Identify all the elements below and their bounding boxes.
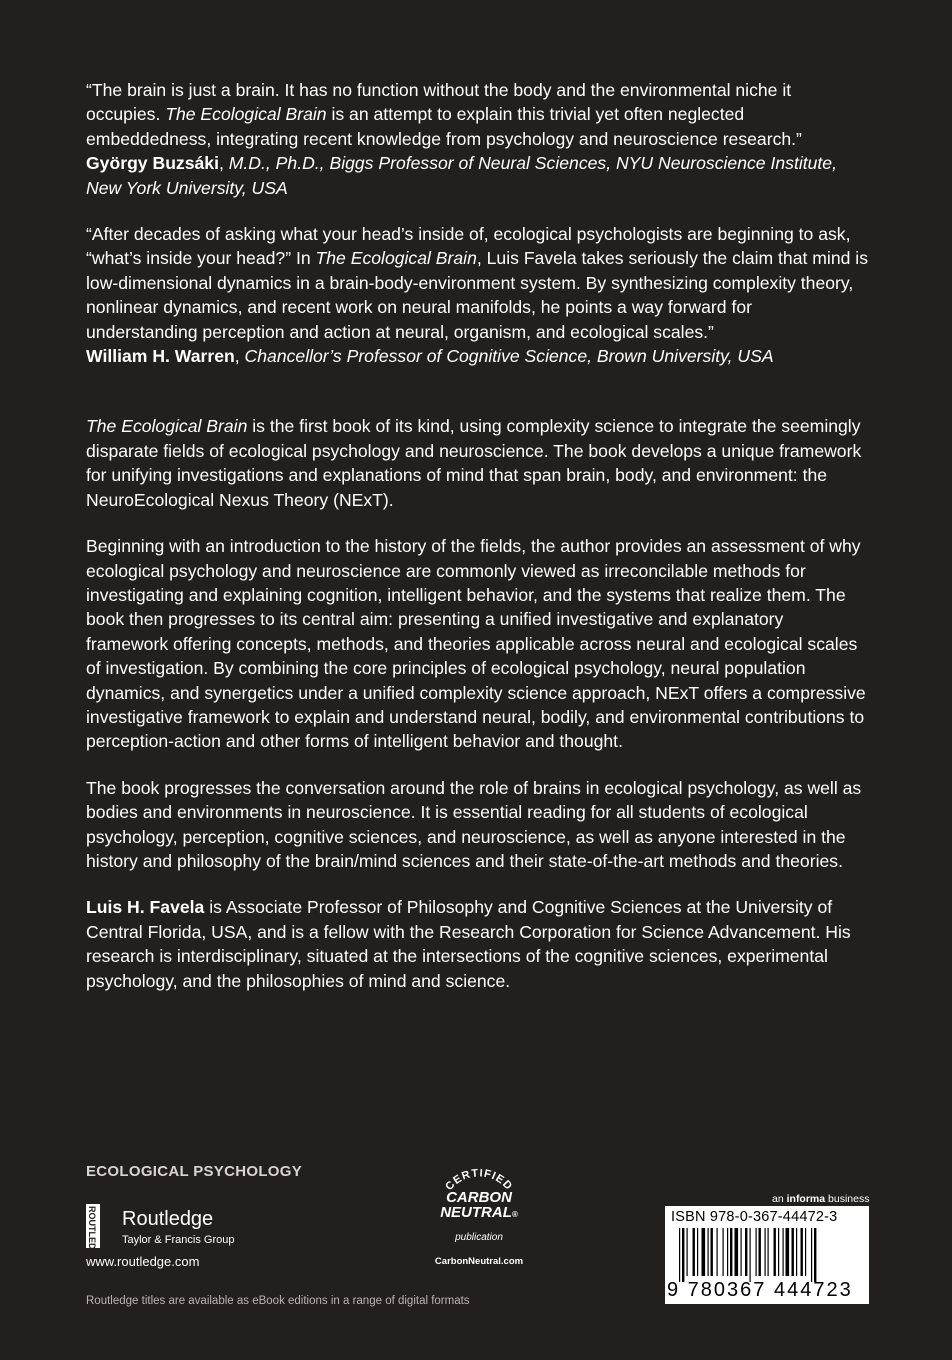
barcode-bar: [745, 1228, 747, 1276]
barcode-bar: [708, 1228, 709, 1276]
informa-business: an informa business: [772, 1193, 870, 1205]
barcode-bar: [756, 1228, 757, 1276]
barcode-bar: [774, 1228, 776, 1276]
author-bio: Luis H. Favela is Associate Professor of Philosophy and Cognitive Sciences at the University of Central Florida, USA, and is a fellow with the Research Corporation for Science Advancement. His research is interdisciplinary, situated at the intersections of the cognitive sciences, experimental psychology, and the philosophies of mind and science.: [86, 897, 851, 991]
publisher-url[interactable]: www.routledge.com: [86, 1254, 200, 1269]
routledge-mark-icon: ROUTLEDGE: [86, 1204, 100, 1248]
publisher-name: Routledge: [122, 1208, 214, 1230]
barcode-bar: [750, 1228, 751, 1282]
barcode-bar: [693, 1228, 695, 1276]
carbon-name: CARBON NEUTRAL®: [440, 1189, 518, 1221]
barcode-bar: [741, 1228, 742, 1276]
barcode-bar: [783, 1228, 784, 1276]
barcode-bar: [730, 1228, 732, 1276]
barcode-bar: [786, 1228, 790, 1276]
series-name: ECOLOGICAL PSYCHOLOGY: [86, 1163, 303, 1180]
barcode-bar: [682, 1228, 684, 1282]
carbon-publication: publication: [455, 1232, 503, 1243]
carbon-certified-text: CERTIFIED: [443, 1167, 515, 1193]
barcode-bar: [702, 1228, 706, 1276]
barcode-bar: [814, 1228, 816, 1282]
barcode-icon: [679, 1228, 859, 1284]
quote-author: György Buzsáki: [86, 153, 219, 174]
quote-author: William H. Warren: [86, 346, 235, 367]
barcode-bar: [711, 1228, 713, 1276]
barcode-bar: [727, 1228, 728, 1276]
description-paragraph-3: The book progresses the conversation around the role of brains in ecological psychology, as well as bodies and environments in neuroscience. It is essential reading for all students of ecological psychology, perception, cognitive sciences, and neuroscience, as well as anyone interested in the history and philosophy of the brain/mind sciences and their state-of-the-art methods and theories.: [86, 777, 862, 871]
barcode-bar: [759, 1228, 761, 1276]
barcode-bar: [792, 1228, 794, 1276]
barcode-bar: [811, 1228, 812, 1282]
barcode-bar: [697, 1228, 698, 1276]
carbon-neutral-badge: [424, 1160, 534, 1270]
carbon-url: CarbonNeutral.com: [434, 1256, 524, 1267]
barcode-bar: [723, 1228, 724, 1276]
isbn-barcode-box: [665, 1206, 869, 1304]
description-paragraph-2: Beginning with an introduction to the history of the fields, the author provides an assessment of why ecological psychology and neuroscience are commonly viewed as irreconcilable methods for investigating and explaining cognition, intelligent behavior, and the systems that realize them. The book then progresses to its central aim: presenting a unified investigative and explanatory framework offering concepts, methods, and theories applicable across neural and ecological scales of investigation. By combining the core principles of ecological psychology, neural population dynamics, and synergetics under a unified complexity science approach, NExT offers a compressive investigative framework to explain and understand neural, bodily, and environmental contributions to perception-action and other forms of intelligent behavior and thought.: [86, 536, 866, 752]
quote-affiliation: M.D., Ph.D., Biggs Professor of Neural Sciences, NYU Neuroscience Institute, New York University, USA: [86, 153, 837, 198]
description-paragraph-1: The Ecological Brain is the first book of its kind, using complexity science to integrate the seemingly disparate fields of ecological psychology and neuroscience. The book develops a unique framework for unifying investigations and explanations of mind that span brain, body, and environment: the NeuroEcological Nexus Theory (NExT).: [86, 416, 862, 510]
barcode-bar: [687, 1228, 688, 1276]
barcode-bar: [735, 1228, 739, 1276]
publisher-group: Taylor & Francis Group: [122, 1234, 235, 1246]
isbn-text: ISBN 978-0-367-44472-3: [671, 1209, 838, 1225]
barcode-bar: [765, 1228, 766, 1276]
barcode-bar: [679, 1228, 680, 1282]
back-cover-text: [86, 78, 868, 993]
quote-affiliation: Chancellor’s Professor of Cognitive Science, Brown University, USA: [244, 346, 774, 367]
quote-warren: “After decades of asking what your head’s inside of, ecological psychologists are beginning to ask, “what’s inside your head?” In The Ecological Brain, Luis Favela takes seriously the claim that mind is low-dimensional dynamics in a brain-body-environment system. By synthesizing complexity theory, nonlinear dynamics, and recent work on neural manifolds, he points a way forward for understanding perception and action at neural, organism, and ecological scales.” William H. Warren, Chancellor’s Professor of Cognitive Science, Brown University, USA: [86, 224, 869, 367]
barcode-number: 9 780367 444723: [667, 1279, 853, 1301]
barcode-bar: [801, 1228, 803, 1276]
ebook-note: Routledge titles are available as eBook editions in a range of digital formats: [86, 1295, 470, 1307]
barcode-bar: [805, 1228, 806, 1276]
barcode-bar: [778, 1228, 779, 1276]
barcode-bar: [717, 1228, 718, 1276]
barcode-bar: [796, 1228, 797, 1276]
quote-buzsaki: “The brain is just a brain. It has no function without the body and the environmental niche it occupies. The Ecological Brain is an attempt to explain this trivial yet often neglected embeddedness, integrating recent knowledge from psychology and neuroscience research.” György Buzsáki, M.D., Ph.D., Biggs Professor of Neural Sciences, NYU Neuroscience Institute, New York University, USA: [86, 80, 837, 198]
barcode-bar: [768, 1228, 769, 1276]
